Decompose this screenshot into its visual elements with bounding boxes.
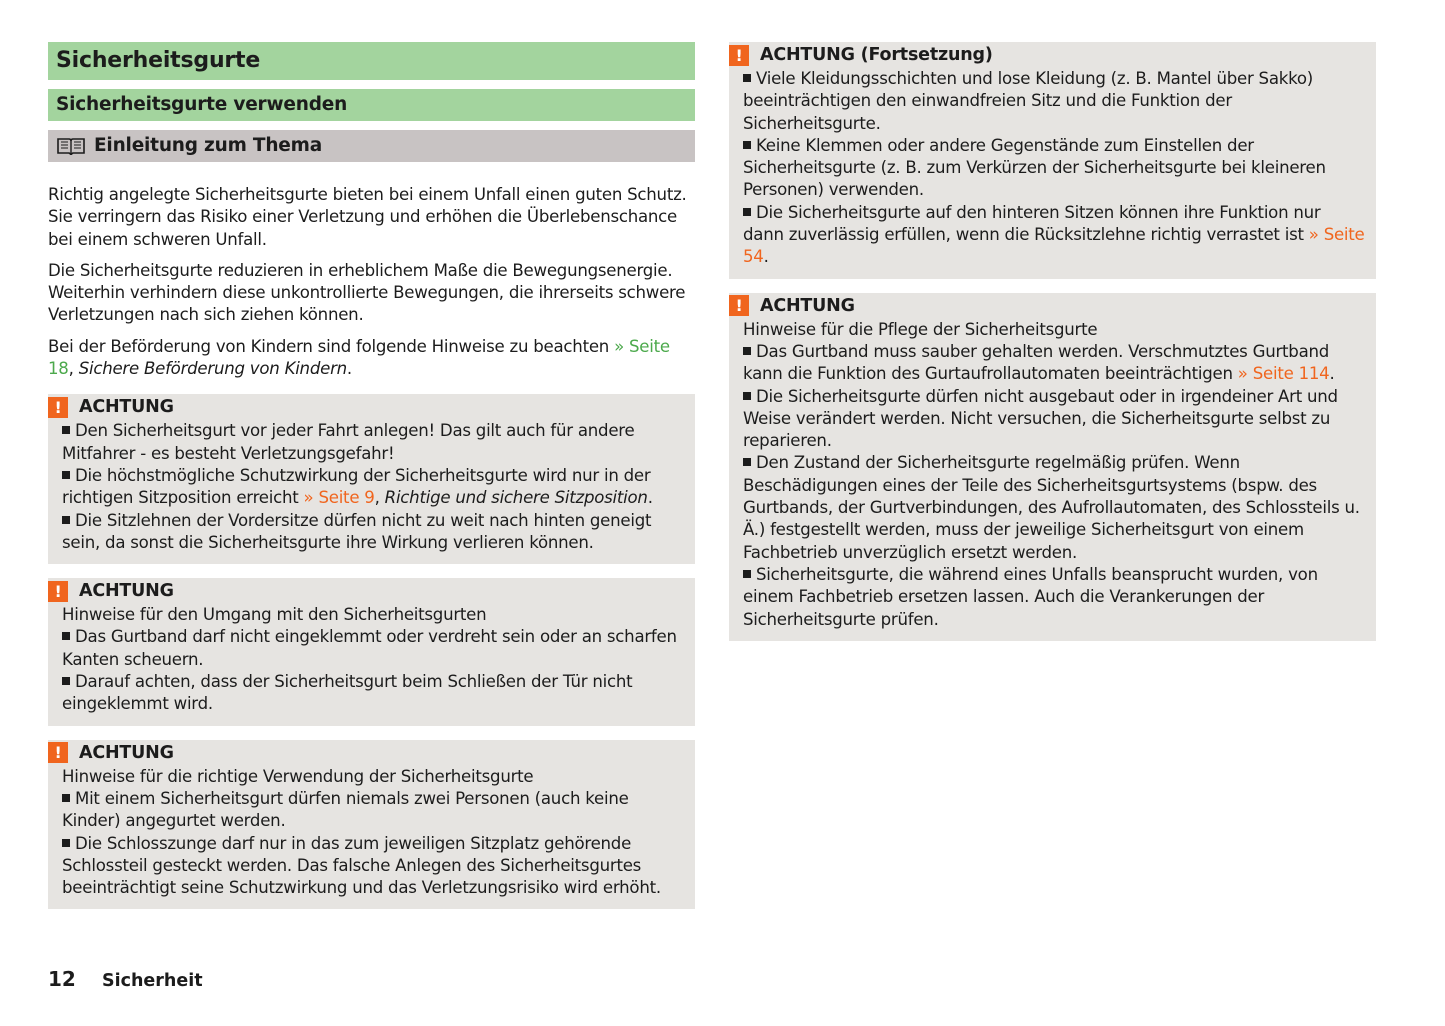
warning-bullet-text: Die Sitzlehnen der Vordersitze dürfen nicht zu weit nach hinten geneigt sein, da sonst die Sicherheitsgurte ihre Wirkung verlieren können. [62,510,652,552]
warning-bullet-text: Die Sicherheitsgurte dürfen nicht ausgebaut oder in irgendeiner Art und Weise verändert werden. Nicht versuchen, die Sicherheitsgurte selbst zu reparieren. [743,386,1338,451]
intro-paragraph-3 [48,336,695,381]
warning-intro: Hinweise für die richtige Verwendung der Sicherheitsgurte [62,766,534,786]
subsection-heading: Sicherheitsgurte verwenden [48,89,695,121]
page-link-9[interactable]: » Seite 9 [303,488,375,508]
bullet-icon [743,141,751,149]
warning-header [48,578,685,604]
warning-box-3 [48,740,695,910]
bullet-icon [62,677,70,685]
warning-bullet-text: Darauf achten, dass der Sicherheitsgurt beim Schließen der Tür nicht eingeklemmt wird. [62,672,633,714]
warning-title: ACHTUNG [79,742,174,763]
bullet-icon [743,347,751,355]
separator: , [68,359,79,379]
page-footer [48,967,203,991]
intro-paragraph-2: Die Sicherheitsgurte reduzieren in erheblichem Maße die Bewegungsenergie. Weiterhin verhindern diese unkontrollierte Bewegungen, die ihrerseits schwere Verletzungen nach sich ziehen können. [48,260,686,325]
book-icon [56,136,86,156]
bullet-icon [743,458,751,466]
bullet-icon [62,516,70,524]
right-column [729,42,1376,655]
bullet-icon [62,632,70,640]
warning-bullet [743,452,1366,563]
warning-bullet-text: Die höchstmögliche Schutzwirkung der Sicherheitsgurte wird nur in der richtigen Sitzposition erreicht [62,465,651,508]
warning-icon: ! [48,581,68,602]
warning-icon: ! [729,45,749,66]
bullet-icon [743,570,751,578]
period: . [346,359,352,379]
link-title: Richtige und sichere Sitzposition [384,488,648,508]
warning-bullet-text: Sicherheitsgurte, die während eines Unfalls beansprucht wurden, von einem Fachbetrieb ersetzen lassen. Auch die Verankerungen der Sicherheitsgurte prüfen. [743,564,1318,629]
warning-bullet [62,510,685,555]
warning-box-1 [48,394,695,564]
section-heading: Sicherheitsgurte [48,42,695,80]
warning-bullet [743,564,1366,631]
left-column [48,42,695,923]
warning-bullet [743,341,1366,386]
warning-title: ACHTUNG [760,295,855,316]
page-link-18[interactable]: » Seite 18 [48,336,670,379]
warning-body [62,420,685,554]
warning-bullet [743,135,1366,202]
warning-body [62,766,685,900]
warning-intro: Hinweise für die Pflege der Sicherheitsgurte [743,319,1098,339]
page-number: 12 [48,967,76,991]
intro-heading [48,130,695,162]
warning-header [48,394,685,420]
link-title: Sichere Beförderung von Kindern [78,359,347,379]
warning-icon: ! [48,397,68,418]
bullet-icon [62,839,70,847]
warning-bullet [62,788,685,833]
warning-header [729,42,1366,68]
bullet-icon [743,392,751,400]
warning-icon: ! [48,742,68,763]
warning-icon: ! [729,295,749,316]
warning-bullet [62,420,685,465]
warning-title: ACHTUNG (Fortsetzung) [760,45,993,65]
bullet-icon [62,471,70,479]
period: . [1329,364,1335,384]
warning-bullet-text: Das Gurtband muss sauber gehalten werden. Verschmutztes Gurtband kann die Funktion des Gurtaufrollautomaten beeinträchtigen [743,341,1330,384]
warning-body [743,319,1366,631]
warning-intro: Hinweise für den Umgang mit den Sicherheitsgurten [62,605,487,625]
warning-bullet-text: Die Sicherheitsgurte auf den hinteren Sitzen können ihre Funktion nur dann zuverlässig erfüllen, wenn die Rücksitzlehne richtig verrastet ist [743,202,1321,245]
warning-box-5 [729,293,1376,641]
warning-box-2 [48,578,695,725]
intro-paragraph-3-text: Bei der Beförderung von Kindern sind folgende Hinweise zu beachten [48,336,610,356]
period: . [647,488,653,508]
warning-bullet-text: Keine Klemmen oder andere Gegenstände zum Einstellen der Sicherheitsgurte (z. B. zum Verkürzen der Sicherheitsgurte bei kleineren Personen) verwenden. [743,135,1326,200]
warning-bullet-text: Mit einem Sicherheitsgurt dürfen niemals zwei Personen (auch keine Kinder) angegurtet werden. [62,788,629,831]
page-link-114[interactable]: » Seite 114 [1237,364,1330,384]
warning-bullet-text: Das Gurtband darf nicht eingeklemmt oder verdreht sein oder an scharfen Kanten scheuern. [62,627,677,669]
warning-title: ACHTUNG [79,581,174,602]
warning-body [62,604,685,715]
warning-body [743,68,1366,269]
bullet-icon [743,208,751,216]
warning-header [48,740,685,766]
warning-bullet-text: Die Schlosszunge darf nur in das zum jeweiligen Sitzplatz gehörende Schlossteil gesteckt werden. Das falsche Anlegen des Sicherheitsgurtes beeinträchtigt seine Schutzwirkung und das Verletzungsrisiko wird erhöht. [62,833,661,898]
bullet-icon [743,74,751,82]
bullet-icon [62,794,70,802]
warning-bullet-text: Viele Kleidungsschichten und lose Kleidung (z. B. Mantel über Sakko) beeinträchtigen den einwandfreien Sitz und die Funktion der Sicherheitsgurte. [743,69,1313,133]
warning-bullet [743,68,1366,135]
warning-bullet [62,671,685,716]
intro-heading-label: Einleitung zum Thema [94,135,322,156]
warning-bullet [62,465,685,510]
warning-bullet-text: Den Zustand der Sicherheitsgurte regelmäßig prüfen. Wenn Beschädigungen eines der Teile des Sicherheitsgurtsystems (bspw. des Gurtbands, der Gurtverbindungen, des Aufrollautomaten, des Schlossteils u. Ä.) festgestellt werden, muss der jeweilige Sicherheitsgurt von einem Fachbetrieb unverzüglich ersetzt werden. [743,453,1360,562]
bullet-icon [62,426,70,434]
warning-bullet [743,386,1366,453]
warning-bullet [62,626,685,671]
warning-header [729,293,1366,319]
warning-bullet [743,202,1366,269]
period: . [763,247,769,267]
warning-box-4 [729,42,1376,279]
separator: , [374,488,385,508]
warning-title: ACHTUNG [79,397,174,418]
intro-paragraph-1: Richtig angelegte Sicherheitsgurte bieten bei einem Unfall einen guten Schutz. Sie verringern das Risiko einer Verletzung und erhöhen die Überlebenschance bei einem schweren Unfall. [48,185,687,249]
warning-bullet [62,833,685,900]
footer-section-title: Sicherheit [102,971,203,991]
page-link-54[interactable]: » Seite 54 [743,225,1365,267]
warning-bullet-text: Den Sicherheitsgurt vor jeder Fahrt anlegen! Das gilt auch für andere Mitfahrer - es besteht Verletzungsgefahr! [62,421,635,463]
